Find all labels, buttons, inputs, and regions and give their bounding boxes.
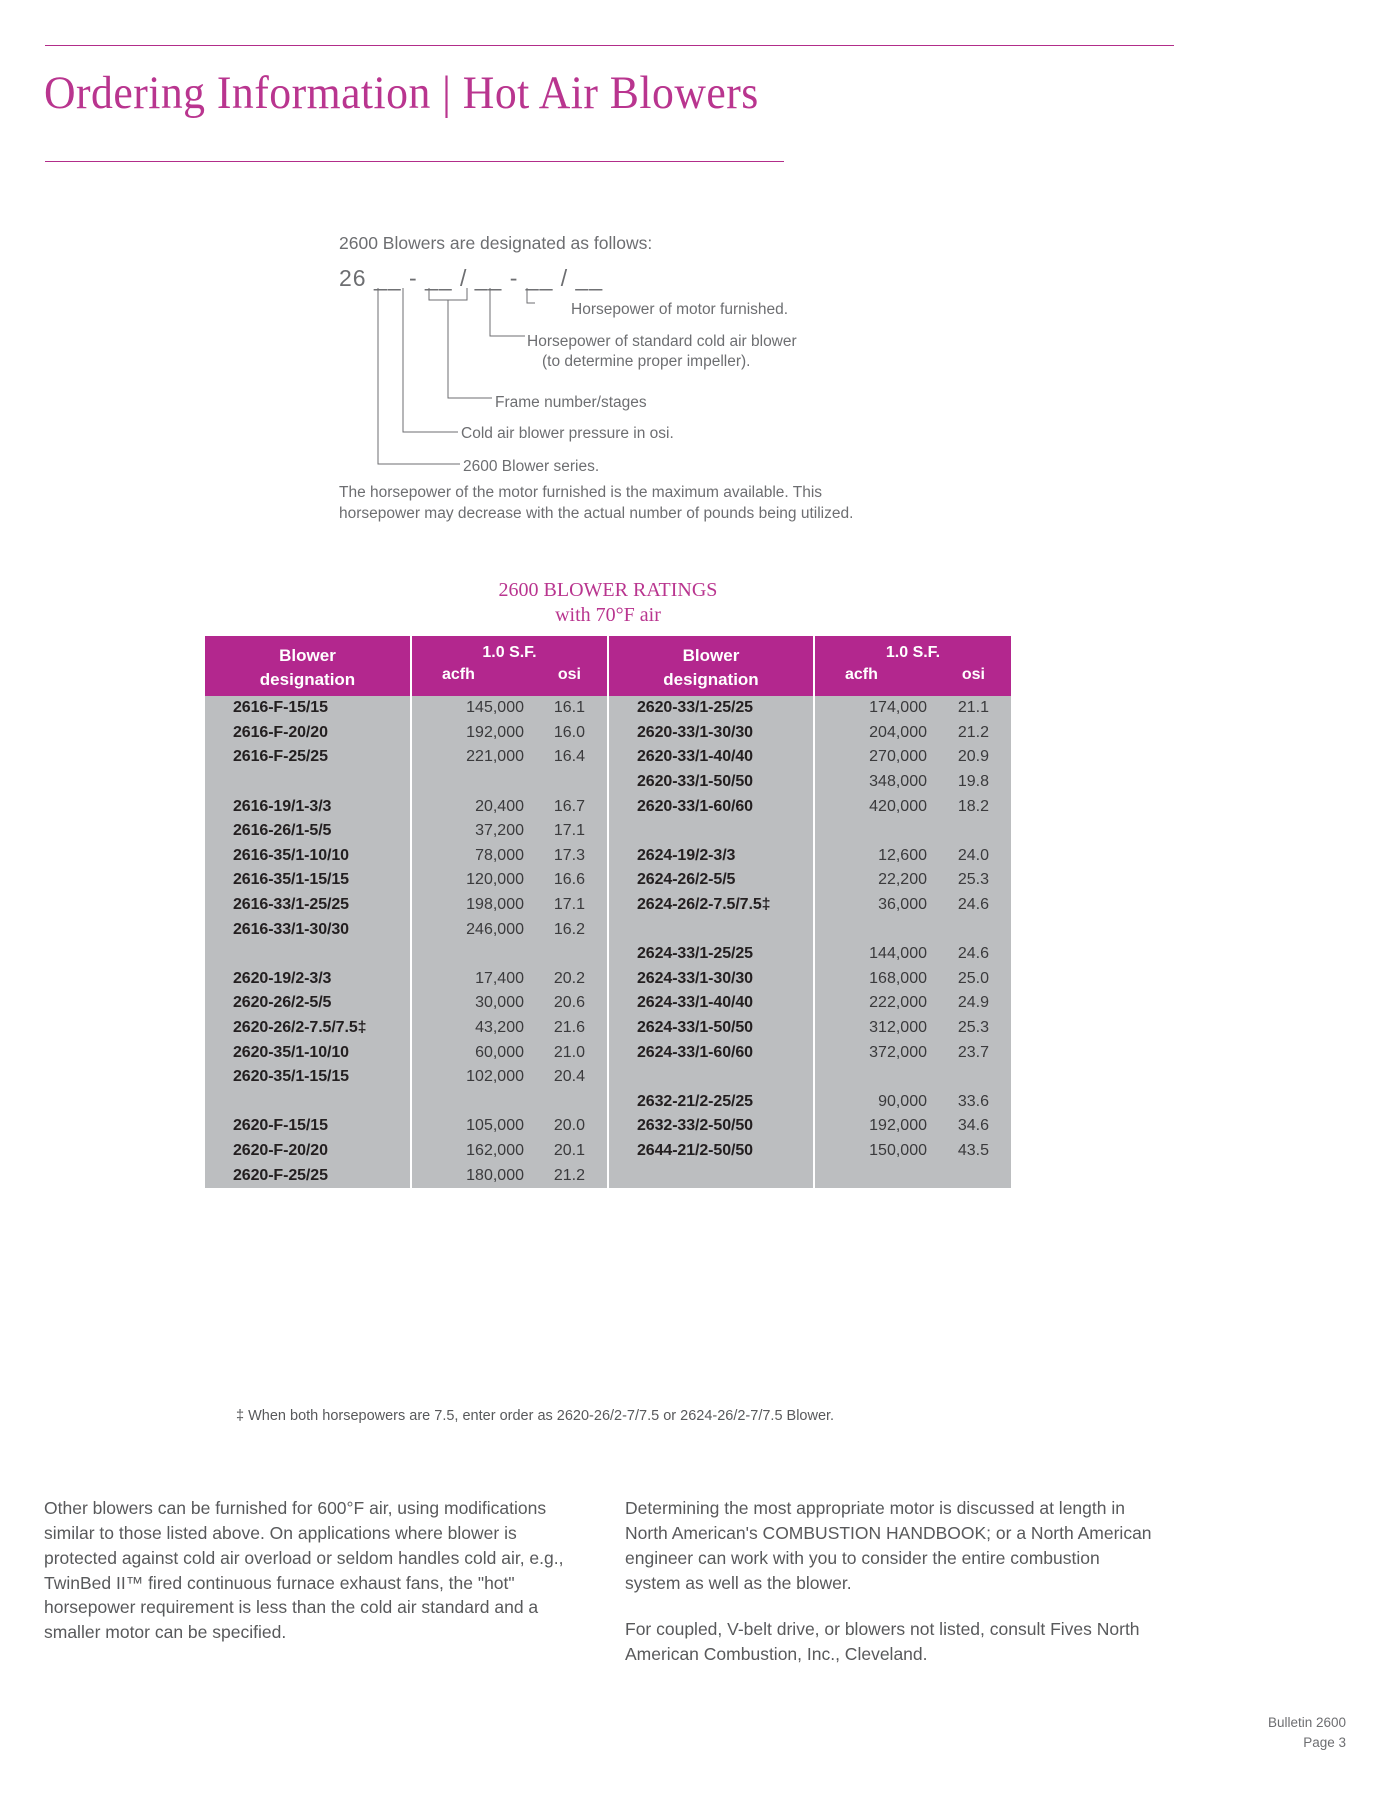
table-row-values xyxy=(815,1016,1011,1041)
osi-value: 20.6 xyxy=(553,994,585,1012)
osi-value: 25.3 xyxy=(957,871,989,889)
osi-value: 20.0 xyxy=(553,1117,585,1135)
blower-designation xyxy=(609,1167,641,1185)
header-blower-designation-left xyxy=(205,636,411,696)
acfh-value: 162,000 xyxy=(466,1141,524,1159)
table-row-values xyxy=(815,1090,1011,1115)
left-values-list xyxy=(412,696,607,1188)
table-row-values xyxy=(412,696,607,721)
table-row-values xyxy=(815,844,1011,869)
acfh-value: 204,000 xyxy=(869,723,927,741)
osi-value xyxy=(927,1068,989,1086)
table-row-spacer xyxy=(609,1163,813,1188)
table-row-designation xyxy=(609,1040,813,1065)
left-designation-column xyxy=(205,696,411,1188)
osi-value: 23.7 xyxy=(957,1043,989,1061)
osi-value: 20.1 xyxy=(553,1141,585,1159)
blower-designation: 2616-F-15/15 xyxy=(233,699,328,717)
acfh-value: 30,000 xyxy=(475,994,524,1012)
blower-designation xyxy=(205,945,237,963)
blower-designation: 2616-26/1-5/5 xyxy=(233,822,332,840)
osi-value: 43.5 xyxy=(957,1141,989,1159)
blower-designation: 2624-33/1-40/40 xyxy=(637,994,753,1012)
osi-value: 34.6 xyxy=(957,1117,989,1135)
page-footer xyxy=(1268,1713,1346,1754)
osi-value: 17.1 xyxy=(553,896,585,914)
acfh-value xyxy=(815,921,927,939)
acfh-value: 105,000 xyxy=(466,1117,524,1135)
blower-designation: 2632-33/2-50/50 xyxy=(637,1117,753,1135)
osi-value: 21.2 xyxy=(553,1166,585,1184)
table-row-designation xyxy=(205,991,410,1016)
table-row-designation xyxy=(609,991,813,1016)
blower-designation: 2624-26/2-5/5 xyxy=(637,871,736,889)
table-row-designation xyxy=(205,1040,410,1065)
table-row-designation xyxy=(609,696,813,721)
table-row-values xyxy=(412,1139,607,1164)
acfh-value: 60,000 xyxy=(475,1043,524,1061)
table-row-values xyxy=(412,745,607,770)
table-row-designation xyxy=(205,1163,410,1188)
table-caption xyxy=(205,578,1011,628)
left-values-column xyxy=(411,696,608,1188)
osi-value: 24.9 xyxy=(957,994,989,1012)
table-row-designation xyxy=(205,844,410,869)
table-row-spacer xyxy=(412,942,607,967)
left-designation-list xyxy=(205,696,410,1188)
blower-designation: 2620-33/1-50/50 xyxy=(637,773,753,791)
osi-value: 16.2 xyxy=(553,920,585,938)
bottom-right-column xyxy=(625,1496,1153,1689)
header-blower-label-right: Blower xyxy=(682,646,740,665)
osi-value: 18.2 xyxy=(957,797,989,815)
table-row-designation xyxy=(205,1016,410,1041)
acfh-value: 36,000 xyxy=(878,896,927,914)
table-row-spacer xyxy=(205,770,410,795)
table-row-values xyxy=(815,745,1011,770)
osi-value: 21.1 xyxy=(957,699,989,717)
table-caption-line2: with 70°F air xyxy=(555,604,661,626)
acfh-value: 180,000 xyxy=(466,1166,524,1184)
table-row-designation xyxy=(609,745,813,770)
acfh-value: 78,000 xyxy=(475,846,524,864)
table-row-spacer xyxy=(609,1065,813,1090)
osi-value: 17.3 xyxy=(553,846,585,864)
acfh-value: 372,000 xyxy=(869,1043,927,1061)
table-row-values xyxy=(412,917,607,942)
table-row-designation xyxy=(205,1139,410,1164)
diagram-note: The horsepower of the motor furnished is the maximum available. This horsepower may decrease with the actual number of pounds being utilized. xyxy=(339,484,854,523)
acfh-value: 222,000 xyxy=(869,994,927,1012)
osi-value: 21.2 xyxy=(957,723,989,741)
osi-value: 17.1 xyxy=(553,822,585,840)
blower-designation xyxy=(609,921,641,939)
right-designation-column xyxy=(608,696,814,1188)
table-row-values xyxy=(412,721,607,746)
header-acfh-label-right: acfh xyxy=(845,666,878,683)
table-row-values xyxy=(815,893,1011,918)
table-row-values xyxy=(815,868,1011,893)
table-row-spacer xyxy=(815,1163,1011,1188)
table-row-spacer xyxy=(412,1090,607,1115)
bottom-left-column xyxy=(44,1496,592,1645)
blower-designation: 2620-33/1-25/25 xyxy=(637,699,753,717)
blower-designation xyxy=(205,1093,237,1111)
blower-designation: 2616-F-20/20 xyxy=(233,723,328,741)
blower-designation: 2620-19/2-3/3 xyxy=(233,969,332,987)
blower-designation: 2616-35/1-10/10 xyxy=(233,846,349,864)
table-row-spacer xyxy=(205,942,410,967)
table-row-designation xyxy=(609,794,813,819)
table-row-values xyxy=(412,1114,607,1139)
diagram-label-frame: Frame number/stages xyxy=(495,394,647,411)
blower-designation: 2616-33/1-30/30 xyxy=(233,920,349,938)
acfh-value xyxy=(815,822,927,840)
blower-designation: 2624-33/1-30/30 xyxy=(637,969,753,987)
osi-value xyxy=(524,945,585,963)
osi-value xyxy=(927,822,989,840)
table-row-designation xyxy=(609,1016,813,1041)
acfh-value: 20,400 xyxy=(475,797,524,815)
blower-designation: 2616-19/1-3/3 xyxy=(233,797,332,815)
blower-designation: 2624-33/1-60/60 xyxy=(637,1043,753,1061)
blower-designation: 2616-33/1-25/25 xyxy=(233,896,349,914)
acfh-value: 420,000 xyxy=(869,797,927,815)
diagram-code-pattern: 26 __ - __ / __ - __ / __ xyxy=(339,265,604,291)
osi-value: 16.0 xyxy=(553,723,585,741)
header-blower-label-left: Blower xyxy=(279,646,336,665)
blower-designation: 2620-F-15/15 xyxy=(233,1117,328,1135)
table-footnote: ‡ When both horsepowers are 7.5, enter order as 2620-26/2-7/7.5 or 2624-26/2-7/7.5 Blower. xyxy=(236,1408,835,1424)
header-sf-right xyxy=(814,636,1011,696)
table-row-values xyxy=(815,721,1011,746)
osi-value: 25.0 xyxy=(957,969,989,987)
acfh-value xyxy=(815,1068,927,1086)
blower-designation: 2616-F-25/25 xyxy=(233,748,328,766)
acfh-value: 90,000 xyxy=(878,1092,927,1110)
osi-value: 24.6 xyxy=(957,896,989,914)
diagram-label-impeller: (to determine proper impeller). xyxy=(542,353,751,370)
table-row-designation xyxy=(205,696,410,721)
osi-value: 16.4 xyxy=(553,748,585,766)
designation-diagram xyxy=(339,232,959,475)
right-designation-list xyxy=(609,696,813,1188)
page-title: Ordering Information | Hot Air Blowers xyxy=(44,67,759,119)
table-row-values xyxy=(815,770,1011,795)
osi-value xyxy=(524,1093,585,1111)
table-row-values xyxy=(815,967,1011,992)
right-values-column xyxy=(814,696,1011,1188)
bottom-right-paragraph-2: For coupled, V-belt drive, or blowers not listed, consult Fives North American Combustion, Inc., Cleveland. xyxy=(625,1619,1140,1665)
table-row-values xyxy=(412,893,607,918)
table-row-values xyxy=(412,1016,607,1041)
table-row-designation xyxy=(205,794,410,819)
header-designation-label-right: designation xyxy=(663,670,759,690)
table-row-designation xyxy=(205,1114,410,1139)
blower-designation: 2620-35/1-10/10 xyxy=(233,1043,349,1061)
table-row-spacer xyxy=(412,770,607,795)
blower-designation xyxy=(609,1068,641,1086)
blower-ratings-table xyxy=(205,636,1011,1188)
header-sf-left xyxy=(411,636,608,696)
acfh-value: 145,000 xyxy=(466,699,524,717)
blower-designation: 2620-33/1-40/40 xyxy=(637,748,753,766)
table-caption-line1: 2600 BLOWER RATINGS xyxy=(498,579,718,601)
osi-value: 24.0 xyxy=(957,846,989,864)
table-row-designation xyxy=(205,1065,410,1090)
acfh-value: 270,000 xyxy=(869,748,927,766)
acfh-value: 246,000 xyxy=(466,920,524,938)
table-row-values xyxy=(412,1163,607,1188)
osi-value: 20.9 xyxy=(957,748,989,766)
table-row-values xyxy=(412,967,607,992)
table-row-values xyxy=(815,1114,1011,1139)
blower-designation: 2632-21/2-25/25 xyxy=(637,1092,753,1110)
table-row-designation xyxy=(205,868,410,893)
table-row-spacer xyxy=(609,819,813,844)
table-row-designation xyxy=(609,942,813,967)
acfh-value: 150,000 xyxy=(869,1141,927,1159)
table-row-designation xyxy=(205,967,410,992)
acfh-value: 192,000 xyxy=(466,723,524,741)
header-top-rule xyxy=(45,45,1174,46)
osi-value: 16.1 xyxy=(553,699,585,717)
osi-value: 16.6 xyxy=(553,871,585,889)
blower-designation: 2620-33/1-30/30 xyxy=(637,723,753,741)
table-row-spacer xyxy=(815,917,1011,942)
blower-designation: 2644-21/2-50/50 xyxy=(637,1141,753,1159)
table-row-designation xyxy=(205,721,410,746)
header-blower-designation-right xyxy=(608,636,814,696)
acfh-value xyxy=(412,1093,524,1111)
table-row-designation xyxy=(609,967,813,992)
acfh-value: 168,000 xyxy=(869,969,927,987)
osi-value: 20.4 xyxy=(553,1068,585,1086)
table-row-spacer xyxy=(205,1090,410,1115)
table-row-values xyxy=(412,819,607,844)
acfh-value: 17,400 xyxy=(475,969,524,987)
blower-designation xyxy=(205,773,237,791)
table-row-values xyxy=(815,696,1011,721)
table-row-designation xyxy=(205,893,410,918)
table-row-values xyxy=(815,794,1011,819)
table-row-values xyxy=(815,1040,1011,1065)
table-row-designation xyxy=(205,745,410,770)
table-row-spacer xyxy=(815,1065,1011,1090)
table-row-designation xyxy=(609,721,813,746)
blower-designation: 2620-F-20/20 xyxy=(233,1141,328,1159)
table-row-values xyxy=(412,868,607,893)
diagram-label-hp-cold-air: Horsepower of standard cold air blower xyxy=(527,333,797,350)
acfh-value: 102,000 xyxy=(466,1068,524,1086)
table-row-designation xyxy=(609,770,813,795)
bottom-right-paragraph-1: Determining the most appropriate motor is discussed at length in North American's COMBUSTION HANDBOOK; or a North American engineer can work with you to consider the entire combustion system as well as the blower. xyxy=(625,1498,1152,1593)
table-row-designation xyxy=(609,844,813,869)
table-row-values xyxy=(412,1065,607,1090)
header-osi-label-right: osi xyxy=(961,666,985,683)
blower-designation: 2624-26/2-7.5/7.5‡ xyxy=(637,896,771,914)
table-row-designation xyxy=(609,1090,813,1115)
table-body-row xyxy=(205,696,1011,1188)
osi-value xyxy=(927,1167,989,1185)
osi-value: 25.3 xyxy=(957,1019,989,1037)
header-sf-label-left: 1.0 S.F. xyxy=(482,644,537,661)
header-acfh-label-left: acfh xyxy=(442,666,475,683)
blower-designation: 2620-26/2-5/5 xyxy=(233,994,332,1012)
table-row-values xyxy=(815,1139,1011,1164)
acfh-value: 348,000 xyxy=(869,773,927,791)
acfh-value: 43,200 xyxy=(475,1019,524,1037)
diagram-lead-text: 2600 Blowers are designated as follows: xyxy=(339,233,653,253)
blower-designation: 2620-33/1-60/60 xyxy=(637,797,753,815)
osi-value: 16.7 xyxy=(553,797,585,815)
blower-designation: 2616-35/1-15/15 xyxy=(233,871,349,889)
blower-designation: 2624-33/1-25/25 xyxy=(637,945,753,963)
table-row-designation xyxy=(609,868,813,893)
table-row-spacer xyxy=(609,917,813,942)
acfh-value: 312,000 xyxy=(869,1019,927,1037)
diagram-label-pressure: Cold air blower pressure in osi. xyxy=(461,425,674,442)
table-row-values xyxy=(815,991,1011,1016)
blower-designation xyxy=(609,822,641,840)
right-values-list xyxy=(815,696,1011,1188)
diagram-label-series: 2600 Blower series. xyxy=(463,458,600,475)
blower-designation: 2620-35/1-15/15 xyxy=(233,1068,349,1086)
blower-designation: 2620-26/2-7.5/7.5‡ xyxy=(233,1019,367,1037)
table-row-values xyxy=(412,844,607,869)
acfh-value: 192,000 xyxy=(869,1117,927,1135)
table-row-values xyxy=(815,942,1011,967)
bottom-left-paragraph: Other blowers can be furnished for 600°F air, using modifications similar to those listed above. On applications where blower is protected against cold air overload or seldom handles cold air, e.g., TwinBed II™ fired continuous furnace exhaust fans, the "hot" horsepower requirement is less than the cold air standard and a smaller motor can be specified. xyxy=(44,1498,564,1643)
table-row-designation xyxy=(609,893,813,918)
acfh-value: 198,000 xyxy=(466,896,524,914)
table-row-spacer xyxy=(815,819,1011,844)
acfh-value xyxy=(815,1167,927,1185)
header-bottom-rule xyxy=(45,161,784,162)
blower-designation: 2620-F-25/25 xyxy=(233,1166,328,1184)
table-row-values xyxy=(412,794,607,819)
table-row-designation xyxy=(205,917,410,942)
table-row-designation xyxy=(609,1114,813,1139)
blower-designation: 2624-19/2-3/3 xyxy=(637,846,736,864)
table-row-values xyxy=(412,1040,607,1065)
osi-value: 19.8 xyxy=(957,773,989,791)
diagram-label-hp-motor: Horsepower of motor furnished. xyxy=(571,301,789,318)
acfh-value: 22,200 xyxy=(878,871,927,889)
footer-bulletin: Bulletin 2600 xyxy=(1267,1715,1346,1730)
blower-designation: 2624-33/1-50/50 xyxy=(637,1019,753,1037)
table-header-row xyxy=(205,636,1011,696)
osi-value: 21.0 xyxy=(553,1043,585,1061)
header-designation-label-left: designation xyxy=(259,670,356,690)
table-row-values xyxy=(412,991,607,1016)
acfh-value: 174,000 xyxy=(869,699,927,717)
osi-value: 24.6 xyxy=(957,945,989,963)
acfh-value xyxy=(412,945,524,963)
osi-value: 33.6 xyxy=(957,1092,989,1110)
acfh-value: 144,000 xyxy=(869,945,927,963)
acfh-value: 37,200 xyxy=(475,822,524,840)
osi-value xyxy=(524,773,585,791)
table-row-designation xyxy=(609,1139,813,1164)
acfh-value xyxy=(412,773,524,791)
osi-value xyxy=(927,921,989,939)
header-osi-label-left: osi xyxy=(557,666,581,683)
osi-value: 21.6 xyxy=(553,1019,585,1037)
header-sf-label-right: 1.0 S.F. xyxy=(885,644,941,661)
osi-value: 20.2 xyxy=(553,969,585,987)
acfh-value: 12,600 xyxy=(878,846,927,864)
footer-page-number: Page 3 xyxy=(1303,1735,1346,1751)
acfh-value: 221,000 xyxy=(466,748,524,766)
acfh-value: 120,000 xyxy=(466,871,524,889)
table-row-designation xyxy=(205,819,410,844)
